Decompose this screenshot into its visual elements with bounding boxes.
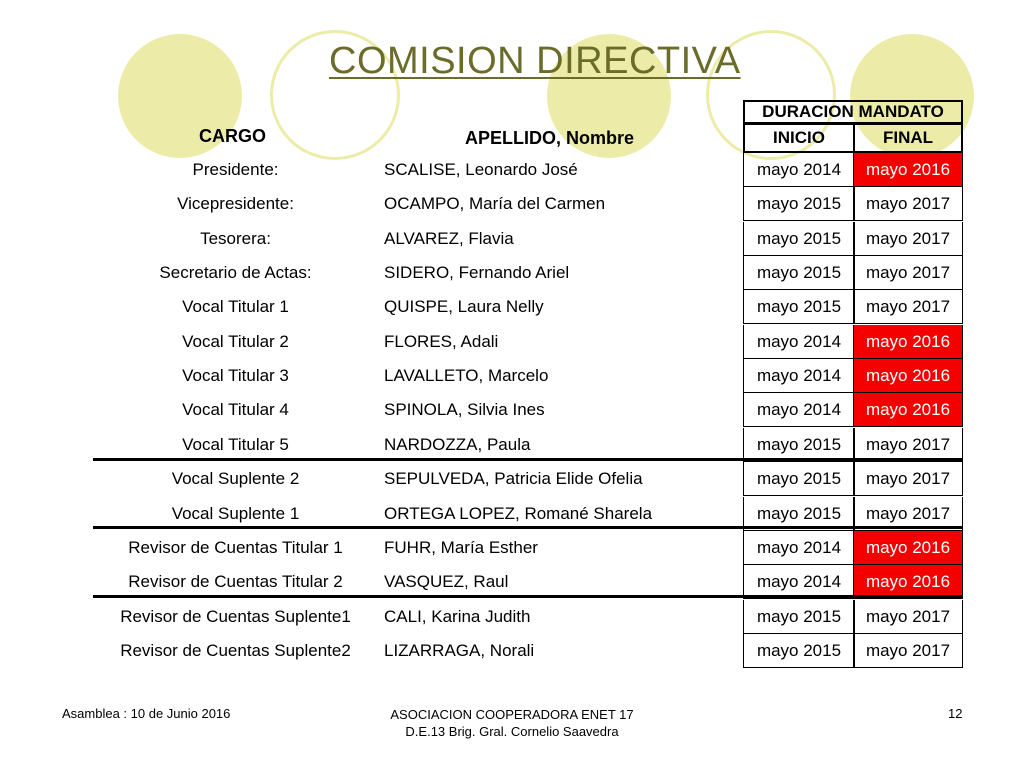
cell-nombre: SIDERO, Fernando Ariel — [384, 263, 570, 282]
cell-nombre: ORTEGA LOPEZ, Romané Sharela — [384, 504, 653, 523]
cell-nombre: SEPULVEDA, Patricia Elide Ofelia — [384, 469, 643, 488]
header-duracion-mandato: DURACION MANDATO — [743, 100, 963, 124]
cell-nombre: LAVALLETO, Marcelo — [384, 366, 549, 385]
cell-inicio: mayo 2014 — [743, 531, 855, 565]
cell-nombre: LIZARRAGA, Norali — [384, 641, 535, 660]
cell-inicio: mayo 2015 — [743, 462, 855, 496]
cell-inicio: mayo 2014 — [743, 153, 855, 187]
cell-cargo: Vocal Titular 1 — [182, 297, 289, 316]
cell-final: mayo 2016 — [853, 393, 963, 427]
cell-inicio: mayo 2015 — [743, 187, 855, 221]
cell-final: mayo 2017 — [853, 462, 963, 496]
cell-nombre: ALVAREZ, Flavia — [384, 229, 514, 248]
cell-cargo: Tesorera: — [200, 229, 271, 248]
cell-final: mayo 2016 — [853, 565, 963, 599]
cell-cargo: Vocal Titular 3 — [182, 366, 289, 385]
cell-inicio: mayo 2015 — [743, 600, 855, 634]
cell-cargo: Revisor de Cuentas Suplente2 — [120, 641, 351, 660]
cell-nombre: QUISPE, Laura Nelly — [384, 297, 544, 316]
cell-cargo: Revisor de Cuentas Titular 1 — [128, 538, 343, 557]
cell-inicio: mayo 2015 — [743, 634, 855, 668]
cell-inicio: mayo 2015 — [743, 290, 855, 324]
cell-nombre: NARDOZZA, Paula — [384, 435, 531, 454]
cell-final: mayo 2017 — [853, 428, 963, 462]
footer-left: Asamblea : 10 de Junio 2016 — [62, 706, 231, 721]
cell-cargo: Secretario de Actas: — [159, 263, 312, 282]
header-final: FINAL — [853, 123, 963, 153]
cell-inicio: mayo 2015 — [743, 497, 855, 531]
group-separator — [93, 458, 963, 461]
cell-cargo: Vocal Suplente 1 — [171, 504, 300, 523]
cell-inicio: mayo 2015 — [743, 222, 855, 256]
cell-final: mayo 2016 — [853, 153, 963, 187]
cell-nombre: SCALISE, Leonardo José — [384, 160, 578, 179]
cell-cargo: Vocal Titular 4 — [182, 400, 289, 419]
cell-cargo: Vocal Suplente 2 — [171, 469, 300, 488]
cell-inicio: mayo 2015 — [743, 428, 855, 462]
cell-final: mayo 2017 — [853, 256, 963, 290]
cell-nombre: FLORES, Adali — [384, 332, 499, 351]
cell-inicio: mayo 2014 — [743, 359, 855, 393]
group-separator — [93, 595, 963, 598]
cell-nombre: SPINOLA, Silvia Ines — [384, 400, 545, 419]
cell-cargo: Revisor de Cuentas Titular 2 — [128, 572, 343, 591]
cell-cargo: Revisor de Cuentas Suplente1 — [120, 607, 351, 626]
footer-center-line2: D.E.13 Brig. Gral. Cornelio Saavedra — [405, 724, 619, 739]
cell-final: mayo 2016 — [853, 325, 963, 359]
header-inicio: INICIO — [743, 123, 855, 153]
cell-cargo: Vocal Titular 5 — [182, 435, 289, 454]
cell-nombre: FUHR, María Esther — [384, 538, 538, 557]
page-title: COMISION DIRECTIVA — [329, 40, 741, 82]
header-cargo: CARGO — [199, 126, 266, 146]
cell-nombre: CALI, Karina Judith — [384, 607, 531, 626]
cell-final: mayo 2017 — [853, 290, 963, 324]
cell-final: mayo 2017 — [853, 187, 963, 221]
cell-final: mayo 2017 — [853, 600, 963, 634]
cell-final: mayo 2016 — [853, 359, 963, 393]
footer-center-line1: ASOCIACION COOPERADORA ENET 17 — [390, 707, 634, 722]
header-nombre: APELLIDO, Nombre — [465, 128, 635, 148]
cell-final: mayo 2017 — [853, 634, 963, 668]
cell-inicio: mayo 2014 — [743, 325, 855, 359]
cell-final: mayo 2017 — [853, 497, 963, 531]
group-separator — [93, 526, 963, 529]
footer-center — [340, 706, 684, 740]
page-number: 12 — [948, 706, 963, 721]
cell-final: mayo 2017 — [853, 222, 963, 256]
cell-inicio: mayo 2015 — [743, 256, 855, 290]
cell-nombre: VASQUEZ, Raul — [384, 572, 509, 591]
cell-nombre: OCAMPO, María del Carmen — [384, 194, 606, 213]
cell-cargo: Vicepresidente: — [177, 194, 294, 213]
cell-inicio: mayo 2014 — [743, 565, 855, 599]
cell-inicio: mayo 2014 — [743, 393, 855, 427]
cell-final: mayo 2016 — [853, 531, 963, 565]
cell-cargo: Vocal Titular 2 — [182, 332, 289, 351]
cell-cargo: Presidente: — [192, 160, 279, 179]
